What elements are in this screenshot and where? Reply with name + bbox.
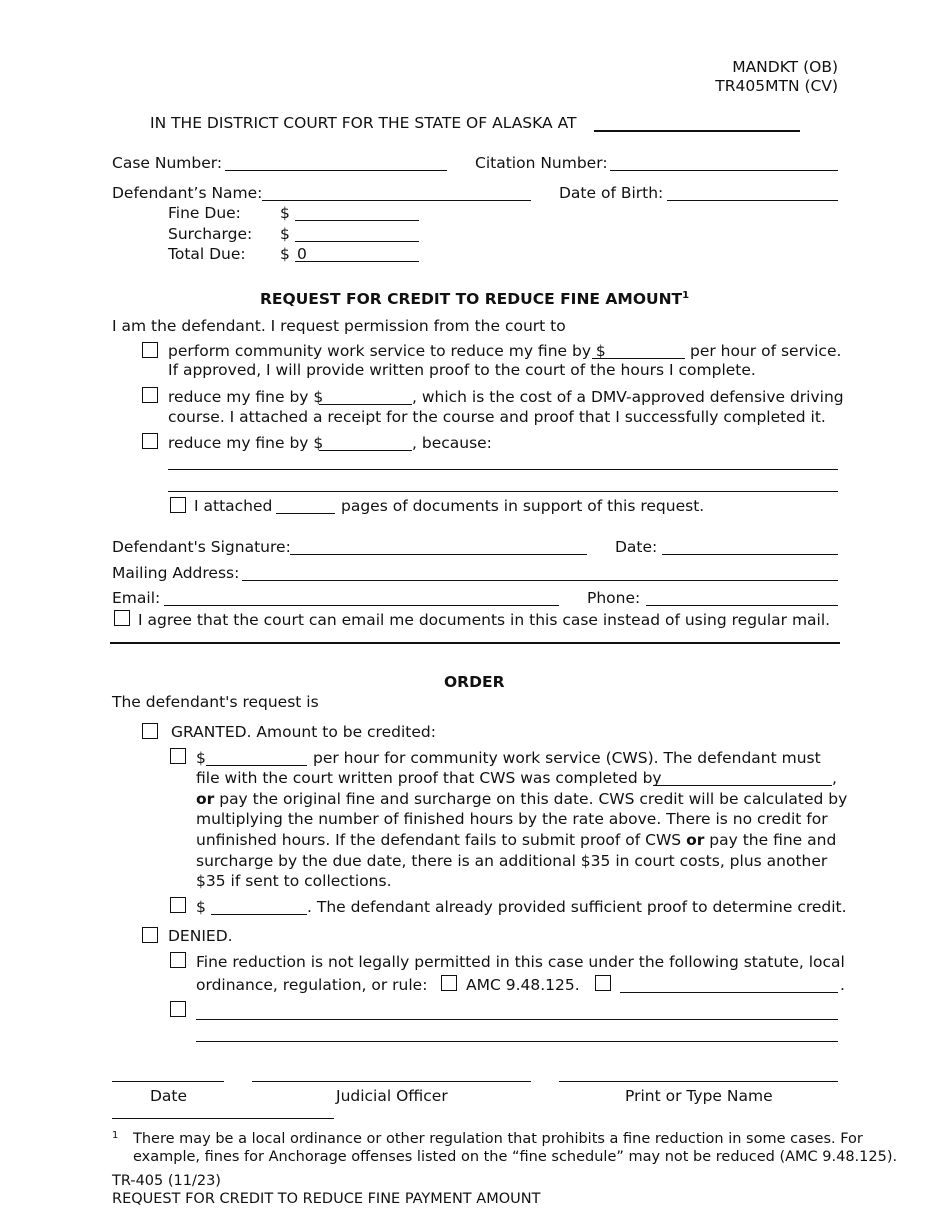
cws-request-text-3: If approved, I will provide written proof to the court of the hours I complete.	[168, 361, 756, 379]
attached-docs-text-2: pages of documents in support of this request.	[341, 497, 705, 515]
order-intro: The defendant's request is	[112, 693, 319, 711]
total-due-value: 0	[297, 245, 307, 263]
amc-checkbox[interactable]	[441, 975, 457, 991]
fine-due-field[interactable]	[295, 220, 419, 221]
form-code-2: TR405MTN (CV)	[715, 77, 838, 95]
mailing-address-label: Mailing Address:	[112, 564, 240, 582]
order-date-label: Date	[150, 1087, 188, 1105]
case-number-field[interactable]	[225, 170, 447, 171]
phone-label: Phone:	[587, 589, 641, 607]
request-title: REQUEST FOR CREDIT TO REDUCE FINE AMOUNT$^1$	[260, 290, 690, 309]
other-rule-period: .	[840, 976, 845, 994]
judicial-officer-label: Judicial Officer	[336, 1087, 448, 1105]
other-order-line-1[interactable]	[196, 1019, 838, 1020]
signature-date-field[interactable]	[662, 554, 838, 555]
not-permitted-text-1: Fine reduction is not legally permitted in this case under the following statute, local	[196, 953, 845, 971]
signature-label: Defendant's Signature:	[112, 538, 291, 556]
proof-credit-dollar: $	[196, 898, 206, 916]
other-reduction-text-2: , because:	[412, 434, 492, 452]
email-consent-text: I agree that the court can email me documents in this case instead of using regular mail.	[138, 611, 831, 629]
reason-line-2[interactable]	[168, 491, 838, 492]
proof-credit-text: . The defendant already provided sufficient proof to determine credit.	[307, 898, 847, 916]
denied-text: DENIED.	[168, 927, 233, 945]
driving-course-checkbox[interactable]	[142, 387, 158, 403]
signature-field[interactable]	[290, 554, 587, 555]
surcharge-field[interactable]	[295, 241, 419, 242]
form-code-1: MANDKT (OB)	[732, 58, 838, 76]
other-reduction-checkbox[interactable]	[142, 433, 158, 449]
other-reduction-text: reduce my fine by $	[168, 434, 324, 452]
not-permitted-checkbox[interactable]	[170, 952, 186, 968]
cws-text-2: file with the court written proof that CWS was completed by	[196, 769, 662, 787]
print-name-label: Print or Type Name	[625, 1087, 773, 1105]
form-title: REQUEST FOR CREDIT TO REDUCE FINE PAYMENT AMOUNT	[112, 1191, 541, 1207]
granted-checkbox[interactable]	[142, 723, 158, 739]
other-rule-field[interactable]	[620, 992, 838, 993]
defendant-name-label: Defendant’s Name:	[112, 184, 263, 202]
cws-rate-field[interactable]	[592, 358, 685, 359]
driving-course-text: reduce my fine by $	[168, 388, 324, 406]
footnote-mark: 1	[112, 1130, 119, 1141]
citation-number-label: Citation Number:	[475, 154, 608, 172]
judicial-officer-line[interactable]	[252, 1081, 531, 1082]
cws-request-text-2: per hour of service.	[690, 342, 842, 360]
other-reduction-amount-field[interactable]	[319, 450, 412, 451]
other-rule-checkbox[interactable]	[595, 975, 611, 991]
email-consent-checkbox[interactable]	[114, 610, 130, 626]
dob-label: Date of Birth:	[559, 184, 664, 202]
cws-text-7: $35 if sent to collections.	[196, 872, 392, 890]
print-name-line[interactable]	[559, 1081, 838, 1082]
attached-docs-text: I attached	[194, 497, 273, 515]
not-permitted-text-2: ordinance, regulation, or rule:	[196, 976, 428, 994]
surcharge-dollar: $	[280, 225, 290, 243]
other-order-line-2[interactable]	[196, 1041, 838, 1042]
other-order-checkbox[interactable]	[170, 1001, 186, 1017]
signature-date-label: Date:	[615, 538, 658, 556]
court-location-field[interactable]	[594, 130, 800, 132]
phone-field[interactable]	[646, 605, 838, 606]
cws-text-5: unfinished hours. If the defendant fails to submit proof of CWS or pay the fine and	[196, 831, 837, 849]
driving-course-text-2: , which is the cost of a DMV-approved defensive driving	[412, 388, 844, 406]
cws-due-date-field[interactable]	[653, 785, 832, 786]
cws-text-1: per hour for community work service (CWS). The defendant must	[313, 749, 821, 767]
dob-field[interactable]	[667, 200, 838, 201]
cws-request-text: perform community work service to reduce my fine by $	[168, 342, 606, 360]
proof-credit-amount-field[interactable]	[211, 914, 307, 915]
cws-text-6: surcharge by the due date, there is an additional $35 in court costs, plus another	[196, 852, 828, 870]
cws-text-3: or pay the original fine and surcharge on this date. CWS credit will be calculated by	[196, 790, 848, 808]
cws-credit-checkbox[interactable]	[170, 748, 186, 764]
total-due-label: Total Due:	[168, 245, 246, 263]
driving-course-amount-field[interactable]	[319, 404, 412, 405]
driving-course-text-3: course. I attached a receipt for the course and proof that I successfully completed it.	[168, 408, 826, 426]
total-due-field[interactable]	[295, 261, 419, 262]
cws-credit-rate-field[interactable]	[206, 765, 307, 766]
amc-text: AMC 9.48.125.	[466, 976, 580, 994]
order-title: ORDER	[444, 673, 505, 691]
fine-due-dollar: $	[280, 204, 290, 222]
fine-due-label: Fine Due:	[168, 204, 241, 222]
court-heading: IN THE DISTRICT COURT FOR THE STATE OF ALASKA AT	[150, 114, 577, 132]
cws-text-2-comma: ,	[832, 769, 837, 787]
cws-request-checkbox[interactable]	[142, 342, 158, 358]
mailing-address-field[interactable]	[242, 580, 838, 581]
attached-docs-checkbox[interactable]	[170, 497, 186, 513]
footnote-line-1: There may be a local ordinance or other regulation that prohibits a fine reduction in some cases. For	[133, 1131, 863, 1147]
section-divider	[110, 642, 840, 644]
footnote-divider	[112, 1118, 334, 1119]
cws-text-4: multiplying the number of finished hours by the rate above. There is no credit for	[196, 810, 828, 828]
surcharge-label: Surcharge:	[168, 225, 253, 243]
denied-checkbox[interactable]	[142, 927, 158, 943]
case-number-label: Case Number:	[112, 154, 223, 172]
proof-credit-checkbox[interactable]	[170, 897, 186, 913]
attached-pages-field[interactable]	[276, 513, 335, 514]
citation-number-field[interactable]	[610, 170, 838, 171]
order-date-line[interactable]	[112, 1081, 224, 1082]
cws-credit-dollar: $	[196, 749, 206, 767]
granted-text: GRANTED. Amount to be credited:	[171, 723, 436, 741]
total-due-dollar: $	[280, 245, 290, 263]
form-number: TR-405 (11/23)	[112, 1173, 221, 1189]
email-field[interactable]	[164, 605, 559, 606]
reason-line-1[interactable]	[168, 469, 838, 470]
defendant-name-field[interactable]	[262, 200, 531, 201]
footnote-line-2: example, fines for Anchorage offenses listed on the “fine schedule” may not be reduced (AMC 9.48.125).	[133, 1149, 898, 1165]
email-label: Email:	[112, 589, 161, 607]
request-intro: I am the defendant. I request permission from the court to	[112, 317, 566, 335]
footnote-ref: 1	[682, 290, 690, 301]
